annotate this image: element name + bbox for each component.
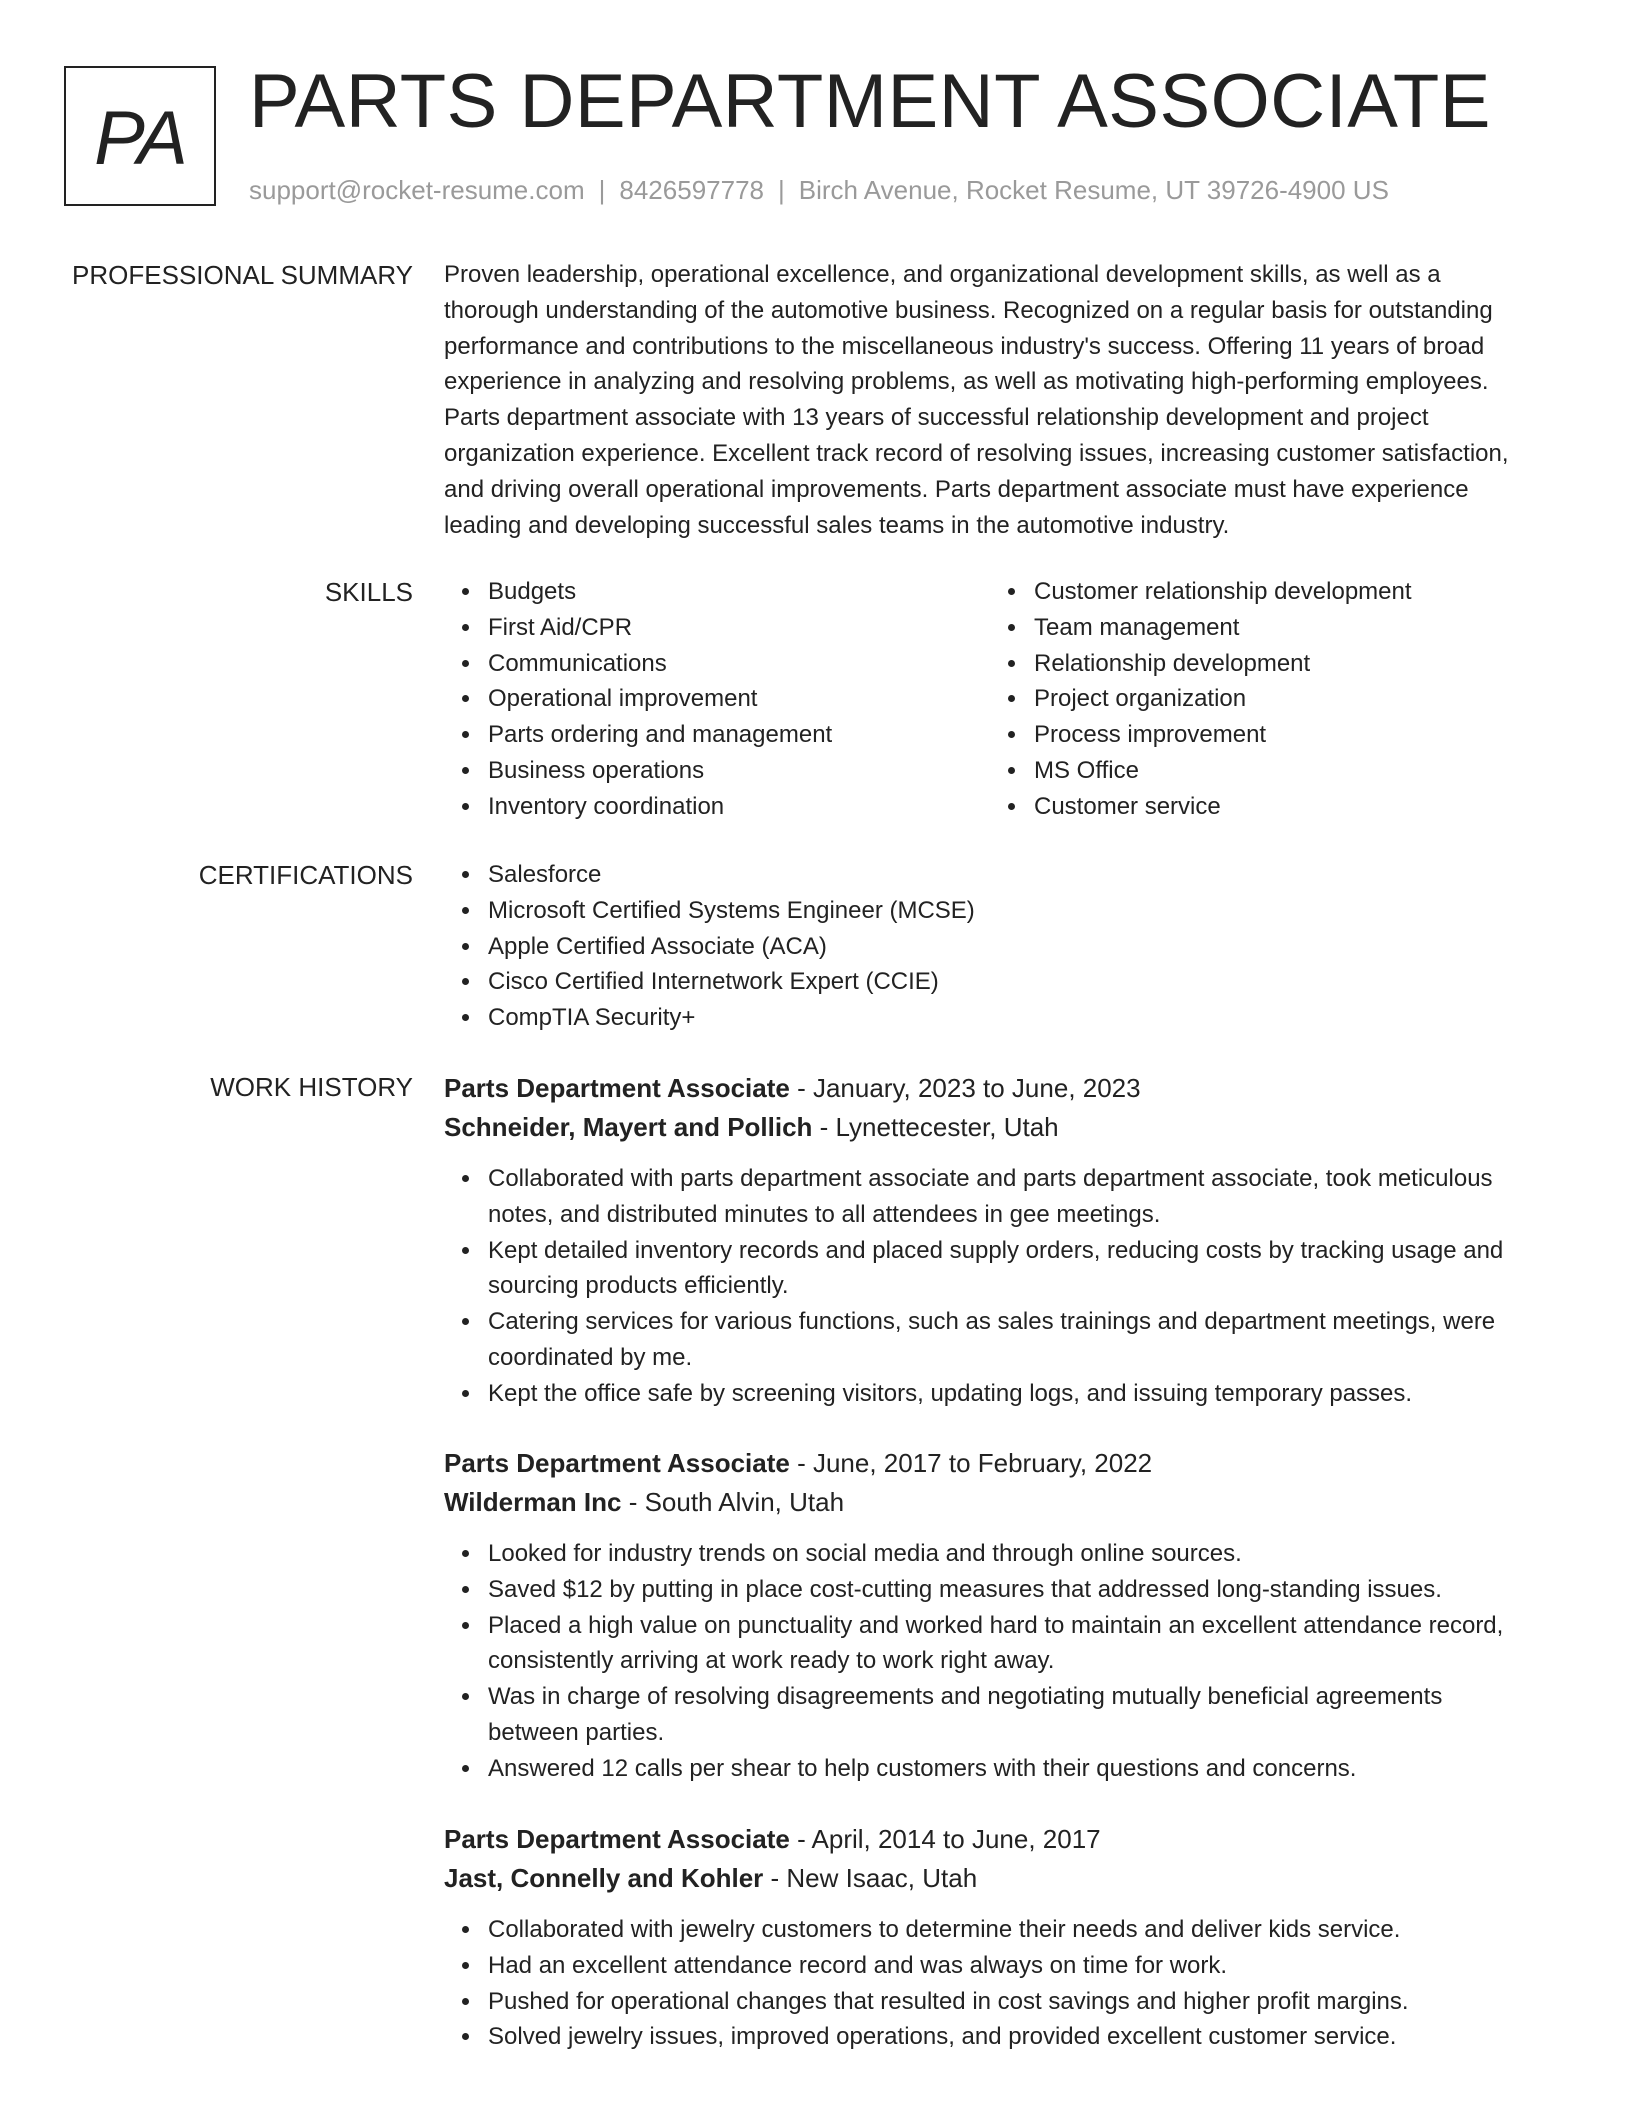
job-bullet xyxy=(444,1304,1544,1376)
job-bullet xyxy=(444,1751,1544,1787)
section-label-certifications: CERTIFICATIONS xyxy=(198,860,413,890)
contact-phone[interactable]: 8426597778 xyxy=(619,175,764,205)
job-title: Parts Department Associate xyxy=(444,1824,790,1854)
section-label-skills: SKILLS xyxy=(324,577,413,607)
summary-line: performance and contributions to the miscellaneous industry's success. Offering 11 years of broad xyxy=(444,332,1485,360)
skill-item: Communications xyxy=(444,646,990,682)
contact-separator: | xyxy=(778,175,785,205)
job-bullet xyxy=(444,1161,1544,1233)
bullet-line: Catering services for various functions, such as sales trainings and department meetings, were xyxy=(488,1308,1496,1336)
skill-item: Business operations xyxy=(444,753,990,789)
certification-item: CompTIA Security+ xyxy=(444,1000,1544,1036)
job-entry xyxy=(444,1444,1544,1787)
job-bullet xyxy=(444,1608,1544,1680)
summary-line: experience in analyzing and resolving problems, as well as motivating high-performing employees. xyxy=(444,368,1489,396)
summary-line: Proven leadership, operational excellence, and organizational development skills, as well as a xyxy=(444,261,1441,288)
skill-item: Process improvement xyxy=(990,717,1536,753)
skill-item: Operational improvement xyxy=(444,681,990,717)
bullet-line: Solved jewelry issues, improved operations, and provided excellent customer service. xyxy=(488,2023,1397,2051)
job-company-line xyxy=(444,1108,1544,1147)
job-location: - New Isaac, Utah xyxy=(763,1863,978,1893)
monogram-logo xyxy=(64,66,216,206)
job-bullet xyxy=(444,1912,1544,1948)
summary-line: organization experience. Excellent track record of resolving issues, increasing customer satisfaction, xyxy=(444,439,1509,467)
certification-item: Microsoft Certified Systems Engineer (MCSE) xyxy=(444,893,1544,929)
job-title-line xyxy=(444,1444,1544,1483)
summary-body xyxy=(444,257,1544,543)
certification-item: Cisco Certified Internetwork Expert (CCIE) xyxy=(444,964,1544,1000)
bullet-line: Looked for industry trends on social media and through online sources. xyxy=(488,1540,1242,1567)
job-bullet xyxy=(444,1233,1544,1305)
skill-item: Relationship development xyxy=(990,646,1536,682)
job-dates: - January, 2023 to June, 2023 xyxy=(789,1073,1141,1103)
job-entry xyxy=(444,1820,1544,2055)
job-title-line xyxy=(444,1820,1544,1859)
job-location: - Lynettecester, Utah xyxy=(812,1112,1059,1142)
page-title: PARTS DEPARTMENT ASSOCIATE xyxy=(249,59,1491,144)
job-location: - South Alvin, Utah xyxy=(621,1487,845,1517)
bullet-line: Kept detailed inventory records and placed supply orders, reducing costs by tracking usage and xyxy=(488,1236,1504,1264)
job-company: Jast, Connelly and Kohler xyxy=(444,1863,764,1893)
job-bullet xyxy=(444,1679,1544,1751)
bullet-line: Kept the office safe by screening visitors, updating logs, and issuing temporary passes. xyxy=(488,1379,1413,1407)
bullet-line: Saved $12 by putting in place cost-cutting measures that addressed long-standing issues. xyxy=(488,1575,1442,1603)
skill-item: Parts ordering and management xyxy=(444,717,990,753)
job-bullet xyxy=(444,2019,1544,2055)
certification-item: Apple Certified Associate (ACA) xyxy=(444,929,1544,965)
skill-item: Team management xyxy=(990,610,1536,646)
bullet-line: sourcing products efficiently. xyxy=(488,1272,789,1300)
skill-item: Inventory coordination xyxy=(444,789,990,825)
job-bullet xyxy=(444,1948,1544,1984)
skills-body xyxy=(444,574,1544,825)
certifications-list xyxy=(444,857,1544,1036)
job-company: Wilderman Inc xyxy=(444,1487,622,1517)
summary-line: leading and developing successful sales teams in the automotive industry. xyxy=(444,511,1230,539)
bullet-line: coordinated by me. xyxy=(488,1343,693,1371)
bullet-line: notes, and distributed minutes to all attendees in gee meetings. xyxy=(488,1200,1161,1228)
skill-item: Project organization xyxy=(990,681,1536,717)
summary-line: Parts department associate with 13 years of successful relationship development and project xyxy=(444,404,1429,432)
skill-item: Customer service xyxy=(990,789,1536,825)
monogram-initials: PA xyxy=(94,95,186,181)
contact-email[interactable]: support@rocket-resume.com xyxy=(249,175,585,205)
job-dates: - June, 2017 to February, 2022 xyxy=(789,1448,1153,1478)
bullet-line: between parties. xyxy=(488,1718,665,1746)
job-company-line xyxy=(444,1859,1544,1898)
job-bullet xyxy=(444,1984,1544,2020)
certification-item: Salesforce xyxy=(444,857,1544,893)
bullet-line: Had an excellent attendance record and was always on time for work. xyxy=(488,1951,1228,1979)
job-bullets xyxy=(444,1536,1544,1787)
bullet-line: consistently arriving at work ready to work right away. xyxy=(488,1647,1055,1675)
summary-line: and driving overall operational improvements. Parts department associate must have experience xyxy=(444,475,1469,503)
bullet-line: Answered 12 calls per shear to help customers with their questions and concerns. xyxy=(488,1754,1357,1782)
summary-line: thorough understanding of the automotive business. Recognized on a regular basis for outstanding xyxy=(444,296,1493,324)
bullet-line: Was in charge of resolving disagreements and negotiating mutually beneficial agreements xyxy=(488,1683,1443,1711)
contact-separator: | xyxy=(598,175,606,205)
skills-list-right xyxy=(990,574,1536,825)
job-title-line xyxy=(444,1069,1544,1108)
job-title: Parts Department Associate xyxy=(444,1448,790,1478)
bullet-line: Pushed for operational changes that resulted in cost savings and higher profit margins. xyxy=(488,1987,1409,2015)
skills-list-left xyxy=(444,574,990,825)
section-label-work-history: WORK HISTORY xyxy=(210,1072,413,1102)
contact-line xyxy=(249,172,1389,208)
job-bullets xyxy=(444,1912,1544,2055)
bullet-line: Placed a high value on punctuality and worked hard to maintain an excellent attendance record, xyxy=(488,1611,1504,1639)
bullet-line: Collaborated with parts department associate and parts department associate, took meticulous xyxy=(488,1165,1493,1192)
bullet-line: Collaborated with jewelry customers to determine their needs and deliver kids service. xyxy=(488,1916,1401,1943)
skill-item: Customer relationship development xyxy=(990,574,1536,610)
job-dates: - April, 2014 to June, 2017 xyxy=(789,1824,1101,1854)
section-label-summary: PROFESSIONAL SUMMARY xyxy=(72,260,413,290)
skill-item: First Aid/CPR xyxy=(444,610,990,646)
skill-item: Budgets xyxy=(444,574,990,610)
contact-address: Birch Avenue, Rocket Resume, UT 39726-4900 US xyxy=(798,175,1389,205)
job-company: Schneider, Mayert and Pollich xyxy=(444,1112,813,1142)
job-bullet xyxy=(444,1536,1544,1572)
job-bullet xyxy=(444,1572,1544,1608)
job-bullet xyxy=(444,1376,1544,1412)
job-title: Parts Department Associate xyxy=(444,1073,790,1103)
job-entry xyxy=(444,1069,1544,1412)
job-company-line xyxy=(444,1483,1544,1522)
job-bullets xyxy=(444,1161,1544,1412)
certifications-body xyxy=(444,857,1544,1036)
skill-item: MS Office xyxy=(990,753,1536,789)
summary-text xyxy=(444,257,1544,543)
